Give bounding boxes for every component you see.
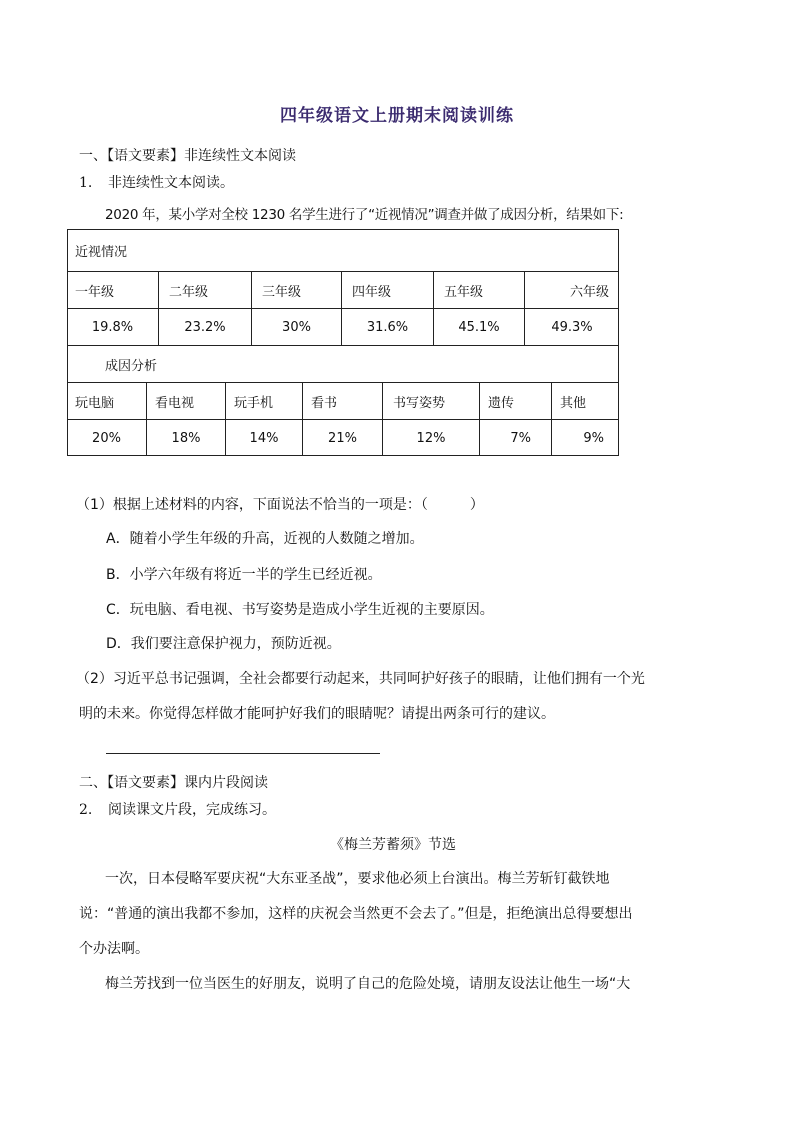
table-header: 成因分析 — [105, 358, 158, 374]
grade-cell: 六年级 — [524, 272, 619, 308]
passage-line: 个办法啊。 — [79, 941, 149, 957]
page-title: 四年级语文上册期末阅读训练 — [280, 106, 514, 126]
cause-rate-cell: 21% — [302, 420, 382, 456]
table-row — [67, 308, 619, 345]
intro-paragraph: 2020 年，某小学对全校 1230 名学生进行了“近视情况”调查并做了成因分析，结果如下: — [105, 207, 624, 223]
cause-cell: 玩手机 — [225, 383, 302, 419]
cause-rate-cell: 9% — [551, 420, 619, 456]
rate-cell: 19.8% — [91, 319, 134, 335]
table-row — [67, 382, 619, 419]
rate-cell: 30% — [251, 309, 341, 345]
myopia-table — [67, 229, 619, 456]
cause-rate-cell: 12% — [382, 420, 479, 456]
table-row — [67, 345, 619, 382]
passage-title: 《梅兰芳蓄须》节选 — [330, 837, 456, 853]
grade-cell: 五年级 — [433, 272, 524, 308]
section-heading: 二、【语文要素】课内片段阅读 — [79, 775, 268, 791]
rate-cell: 23.2% — [158, 309, 251, 345]
grade-cell: 二年级 — [158, 272, 251, 308]
option-a: A．随着小学生年级的升高，近视的人数随之增加。 — [106, 531, 424, 547]
cause-rate-cell: 7% — [479, 420, 551, 456]
question-number: 1. — [79, 175, 93, 191]
grade-cell: 四年级 — [341, 272, 433, 308]
passage-line: 说：“普通的演出我都不参加，这样的庆祝会当然更不会去了。”但是，拒绝演出总得要想出 — [79, 906, 633, 922]
section-heading: 一、【语文要素】非连续性文本阅读 — [79, 148, 296, 164]
option-b: B．小学六年级有将近一半的学生已经近视。 — [106, 567, 382, 583]
question-text: 非连续性文本阅读。 — [108, 175, 234, 191]
cause-cell: 玩电脑 — [75, 395, 115, 411]
grade-cell: 一年级 — [75, 284, 115, 300]
rate-cell: 31.6% — [341, 309, 433, 345]
table-row — [67, 229, 619, 271]
cause-rate-cell: 18% — [146, 420, 225, 456]
cause-cell: 看电视 — [146, 383, 225, 419]
table-row — [67, 271, 619, 308]
passage-line: 一次，日本侵略军要庆祝“大东亚圣战”，要求他必须上台演出。梅兰芳斩钉截铁地 — [105, 871, 610, 887]
grade-cell: 三年级 — [251, 272, 341, 308]
cause-cell: 遗传 — [479, 383, 551, 419]
rate-cell: 45.1% — [433, 309, 524, 345]
sub-question-1: （1）根据上述材料的内容，下面说法不恰当的一项是：（ ） — [76, 497, 484, 513]
cause-cell: 看书 — [302, 383, 382, 419]
cause-cell: 书写姿势 — [382, 383, 479, 419]
option-d: D．我们要注意保护视力，预防近视。 — [106, 636, 341, 652]
rate-cell: 49.3% — [524, 309, 619, 345]
answer-line — [106, 753, 380, 754]
question-text: 阅读课文片段，完成练习。 — [108, 802, 276, 818]
table-header: 近视情况 — [75, 244, 128, 260]
cause-rate-cell: 20% — [92, 430, 121, 446]
option-c: C．玩电脑、看电视、书写姿势是造成小学生近视的主要原因。 — [106, 602, 494, 618]
cause-rate-cell: 14% — [225, 420, 302, 456]
passage-line: 梅兰芳找到一位当医生的好朋友，说明了自己的危险处境，请朋友设法让他生一场“大 — [105, 976, 631, 992]
sub-question-2-cont: 明的未来。你觉得怎样做才能呵护好我们的眼睛呢？请提出两条可行的建议。 — [79, 706, 555, 722]
question-number: 2. — [79, 802, 93, 818]
cause-cell: 其他 — [551, 383, 619, 419]
table-row — [67, 419, 619, 456]
sub-question-2: （2）习近平总书记强调，全社会都要行动起来，共同呵护好孩子的眼睛，让他们拥有一个光 — [76, 671, 645, 687]
